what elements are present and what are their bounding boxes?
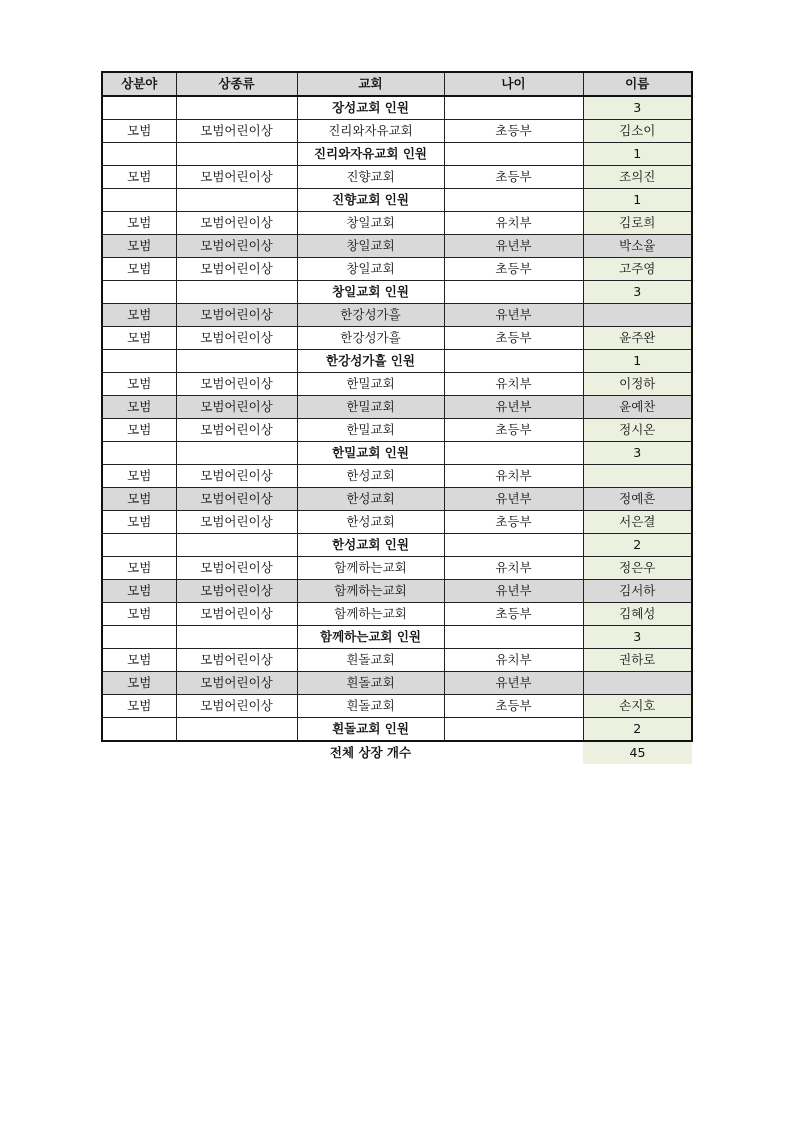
- cell-age: 유치부: [444, 465, 583, 488]
- cell-field: 모범: [102, 120, 176, 143]
- cell-church: 한밀교회 인원: [297, 442, 444, 465]
- award-table-body: [102, 72, 692, 764]
- table-row: [102, 235, 692, 258]
- total-value: 45: [583, 741, 692, 764]
- table-row: [102, 212, 692, 235]
- cell-field: 모범: [102, 649, 176, 672]
- cell-name: 조의진: [583, 166, 692, 189]
- cell-age: 초등부: [444, 120, 583, 143]
- cell-field: [102, 350, 176, 373]
- header-church: 교회: [297, 72, 444, 96]
- cell-award: [176, 143, 297, 166]
- cell-award: 모범어린이상: [176, 419, 297, 442]
- cell-field: 모범: [102, 603, 176, 626]
- cell-age: [444, 442, 583, 465]
- cell-name: 1: [583, 189, 692, 212]
- cell-name: 김혜성: [583, 603, 692, 626]
- cell-age: 유년부: [444, 396, 583, 419]
- table-row: [102, 603, 692, 626]
- cell-age: [444, 189, 583, 212]
- table-row: [102, 396, 692, 419]
- cell-church: 장성교회 인원: [297, 96, 444, 120]
- cell-church: 한밀교회: [297, 373, 444, 396]
- cell-field: 모범: [102, 373, 176, 396]
- cell-age: 초등부: [444, 695, 583, 718]
- cell-field: 모범: [102, 304, 176, 327]
- table-row: [102, 649, 692, 672]
- cell-name: 정시온: [583, 419, 692, 442]
- table-row: [102, 488, 692, 511]
- cell-name: 정은우: [583, 557, 692, 580]
- cell-name: 윤예찬: [583, 396, 692, 419]
- cell-field: [102, 281, 176, 304]
- cell-age: [444, 626, 583, 649]
- cell-award: 모범어린이상: [176, 258, 297, 281]
- cell-church: 함께하는교회: [297, 557, 444, 580]
- cell-field: [102, 626, 176, 649]
- cell-church: 흰돌교회: [297, 695, 444, 718]
- table-row: [102, 557, 692, 580]
- table-row: [102, 511, 692, 534]
- header-row: [102, 72, 692, 96]
- cell-award: 모범어린이상: [176, 465, 297, 488]
- cell-award: [176, 350, 297, 373]
- cell-church: 진리와자유교회: [297, 120, 444, 143]
- cell-award: [176, 442, 297, 465]
- cell-name: 김로희: [583, 212, 692, 235]
- cell-age: 초등부: [444, 166, 583, 189]
- cell-award: 모범어린이상: [176, 396, 297, 419]
- cell-age: [444, 281, 583, 304]
- cell-age: 유년부: [444, 304, 583, 327]
- cell-award: 모범어린이상: [176, 488, 297, 511]
- table-row: [102, 120, 692, 143]
- cell-church: 한성교회 인원: [297, 534, 444, 557]
- cell-church: 한성교회: [297, 488, 444, 511]
- cell-field: 모범: [102, 488, 176, 511]
- total-spacer: [176, 741, 297, 764]
- cell-church: 함께하는교회: [297, 603, 444, 626]
- cell-name: 1: [583, 143, 692, 166]
- subtotal-row: [102, 534, 692, 557]
- cell-award: [176, 534, 297, 557]
- cell-name: 김소이: [583, 120, 692, 143]
- cell-church: 한강성가흘: [297, 304, 444, 327]
- cell-field: 모범: [102, 580, 176, 603]
- cell-church: 흰돌교회 인원: [297, 718, 444, 742]
- cell-field: 모범: [102, 212, 176, 235]
- cell-field: 모범: [102, 258, 176, 281]
- cell-award: 모범어린이상: [176, 603, 297, 626]
- cell-field: [102, 442, 176, 465]
- cell-church: 창일교회 인원: [297, 281, 444, 304]
- cell-name: 2: [583, 534, 692, 557]
- cell-age: 초등부: [444, 258, 583, 281]
- cell-church: 진향교회: [297, 166, 444, 189]
- cell-name: 정예흔: [583, 488, 692, 511]
- cell-age: 초등부: [444, 603, 583, 626]
- cell-name: 서은결: [583, 511, 692, 534]
- cell-field: 모범: [102, 396, 176, 419]
- cell-age: 유년부: [444, 580, 583, 603]
- cell-age: 유치부: [444, 557, 583, 580]
- award-sheet: [101, 71, 691, 764]
- table-row: [102, 304, 692, 327]
- cell-church: 진리와자유교회 인원: [297, 143, 444, 166]
- cell-church: 창일교회: [297, 258, 444, 281]
- cell-award: [176, 718, 297, 742]
- subtotal-row: [102, 143, 692, 166]
- cell-name: [583, 304, 692, 327]
- subtotal-row: [102, 626, 692, 649]
- subtotal-row: [102, 350, 692, 373]
- cell-name: 3: [583, 96, 692, 120]
- award-table: [101, 71, 693, 764]
- cell-name: 박소율: [583, 235, 692, 258]
- cell-award: 모범어린이상: [176, 327, 297, 350]
- cell-award: 모범어린이상: [176, 695, 297, 718]
- cell-award: 모범어린이상: [176, 373, 297, 396]
- cell-field: 모범: [102, 672, 176, 695]
- total-spacer: [102, 741, 176, 764]
- cell-award: 모범어린이상: [176, 580, 297, 603]
- cell-age: 초등부: [444, 419, 583, 442]
- cell-church: 진향교회 인원: [297, 189, 444, 212]
- table-row: [102, 419, 692, 442]
- cell-award: 모범어린이상: [176, 511, 297, 534]
- cell-award: 모범어린이상: [176, 235, 297, 258]
- cell-field: 모범: [102, 327, 176, 350]
- cell-age: 유치부: [444, 373, 583, 396]
- cell-field: 모범: [102, 557, 176, 580]
- table-row: [102, 258, 692, 281]
- cell-field: [102, 534, 176, 557]
- cell-church: 함께하는교회 인원: [297, 626, 444, 649]
- table-row: [102, 580, 692, 603]
- cell-field: 모범: [102, 465, 176, 488]
- subtotal-row: [102, 442, 692, 465]
- cell-award: 모범어린이상: [176, 557, 297, 580]
- cell-name: 이정하: [583, 373, 692, 396]
- cell-name: 3: [583, 442, 692, 465]
- cell-church: 창일교회: [297, 235, 444, 258]
- cell-name: 1: [583, 350, 692, 373]
- cell-name: 손지호: [583, 695, 692, 718]
- header-field: 상분야: [102, 72, 176, 96]
- cell-church: 흰돌교회: [297, 649, 444, 672]
- subtotal-row: [102, 718, 692, 742]
- table-row: [102, 166, 692, 189]
- cell-award: 모범어린이상: [176, 166, 297, 189]
- cell-church: 한성교회: [297, 511, 444, 534]
- subtotal-row: [102, 96, 692, 120]
- cell-age: [444, 718, 583, 742]
- cell-church: 한성교회: [297, 465, 444, 488]
- cell-age: [444, 534, 583, 557]
- header-award: 상종류: [176, 72, 297, 96]
- cell-age: 유치부: [444, 212, 583, 235]
- cell-award: 모범어린이상: [176, 649, 297, 672]
- cell-age: [444, 96, 583, 120]
- cell-award: 모범어린이상: [176, 212, 297, 235]
- cell-name: [583, 465, 692, 488]
- cell-award: 모범어린이상: [176, 304, 297, 327]
- subtotal-row: [102, 189, 692, 212]
- table-row: [102, 672, 692, 695]
- cell-age: 유년부: [444, 235, 583, 258]
- header-name: 이름: [583, 72, 692, 96]
- cell-name: 김서하: [583, 580, 692, 603]
- cell-award: [176, 189, 297, 212]
- cell-award: [176, 626, 297, 649]
- cell-church: 한밀교회: [297, 419, 444, 442]
- total-spacer: [444, 741, 583, 764]
- table-row: [102, 695, 692, 718]
- cell-field: 모범: [102, 695, 176, 718]
- cell-name: [583, 672, 692, 695]
- cell-age: 유년부: [444, 488, 583, 511]
- cell-field: 모범: [102, 166, 176, 189]
- cell-church: 한강성가흘 인원: [297, 350, 444, 373]
- total-row: [102, 741, 692, 764]
- cell-age: [444, 350, 583, 373]
- cell-age: [444, 143, 583, 166]
- cell-field: [102, 143, 176, 166]
- cell-award: 모범어린이상: [176, 672, 297, 695]
- cell-field: [102, 96, 176, 120]
- total-label: 전체 상장 개수: [329, 744, 412, 760]
- cell-award: [176, 281, 297, 304]
- cell-age: 초등부: [444, 511, 583, 534]
- cell-field: 모범: [102, 419, 176, 442]
- cell-name: 권하로: [583, 649, 692, 672]
- cell-field: [102, 189, 176, 212]
- table-row: [102, 373, 692, 396]
- cell-church: 창일교회: [297, 212, 444, 235]
- cell-age: 초등부: [444, 327, 583, 350]
- cell-award: 모범어린이상: [176, 120, 297, 143]
- cell-church: 흰돌교회: [297, 672, 444, 695]
- cell-name: 윤주완: [583, 327, 692, 350]
- table-row: [102, 327, 692, 350]
- cell-church: 함께하는교회: [297, 580, 444, 603]
- cell-field: [102, 718, 176, 742]
- subtotal-row: [102, 281, 692, 304]
- cell-name: 고주영: [583, 258, 692, 281]
- cell-field: 모범: [102, 235, 176, 258]
- table-row: [102, 465, 692, 488]
- cell-award: [176, 96, 297, 120]
- cell-name: 3: [583, 281, 692, 304]
- cell-name: 2: [583, 718, 692, 742]
- cell-field: 모범: [102, 511, 176, 534]
- cell-age: 유년부: [444, 672, 583, 695]
- cell-name: 3: [583, 626, 692, 649]
- cell-church: 한밀교회: [297, 396, 444, 419]
- header-age: 나이: [444, 72, 583, 96]
- cell-age: 유치부: [444, 649, 583, 672]
- cell-church: 한강성가흘: [297, 327, 444, 350]
